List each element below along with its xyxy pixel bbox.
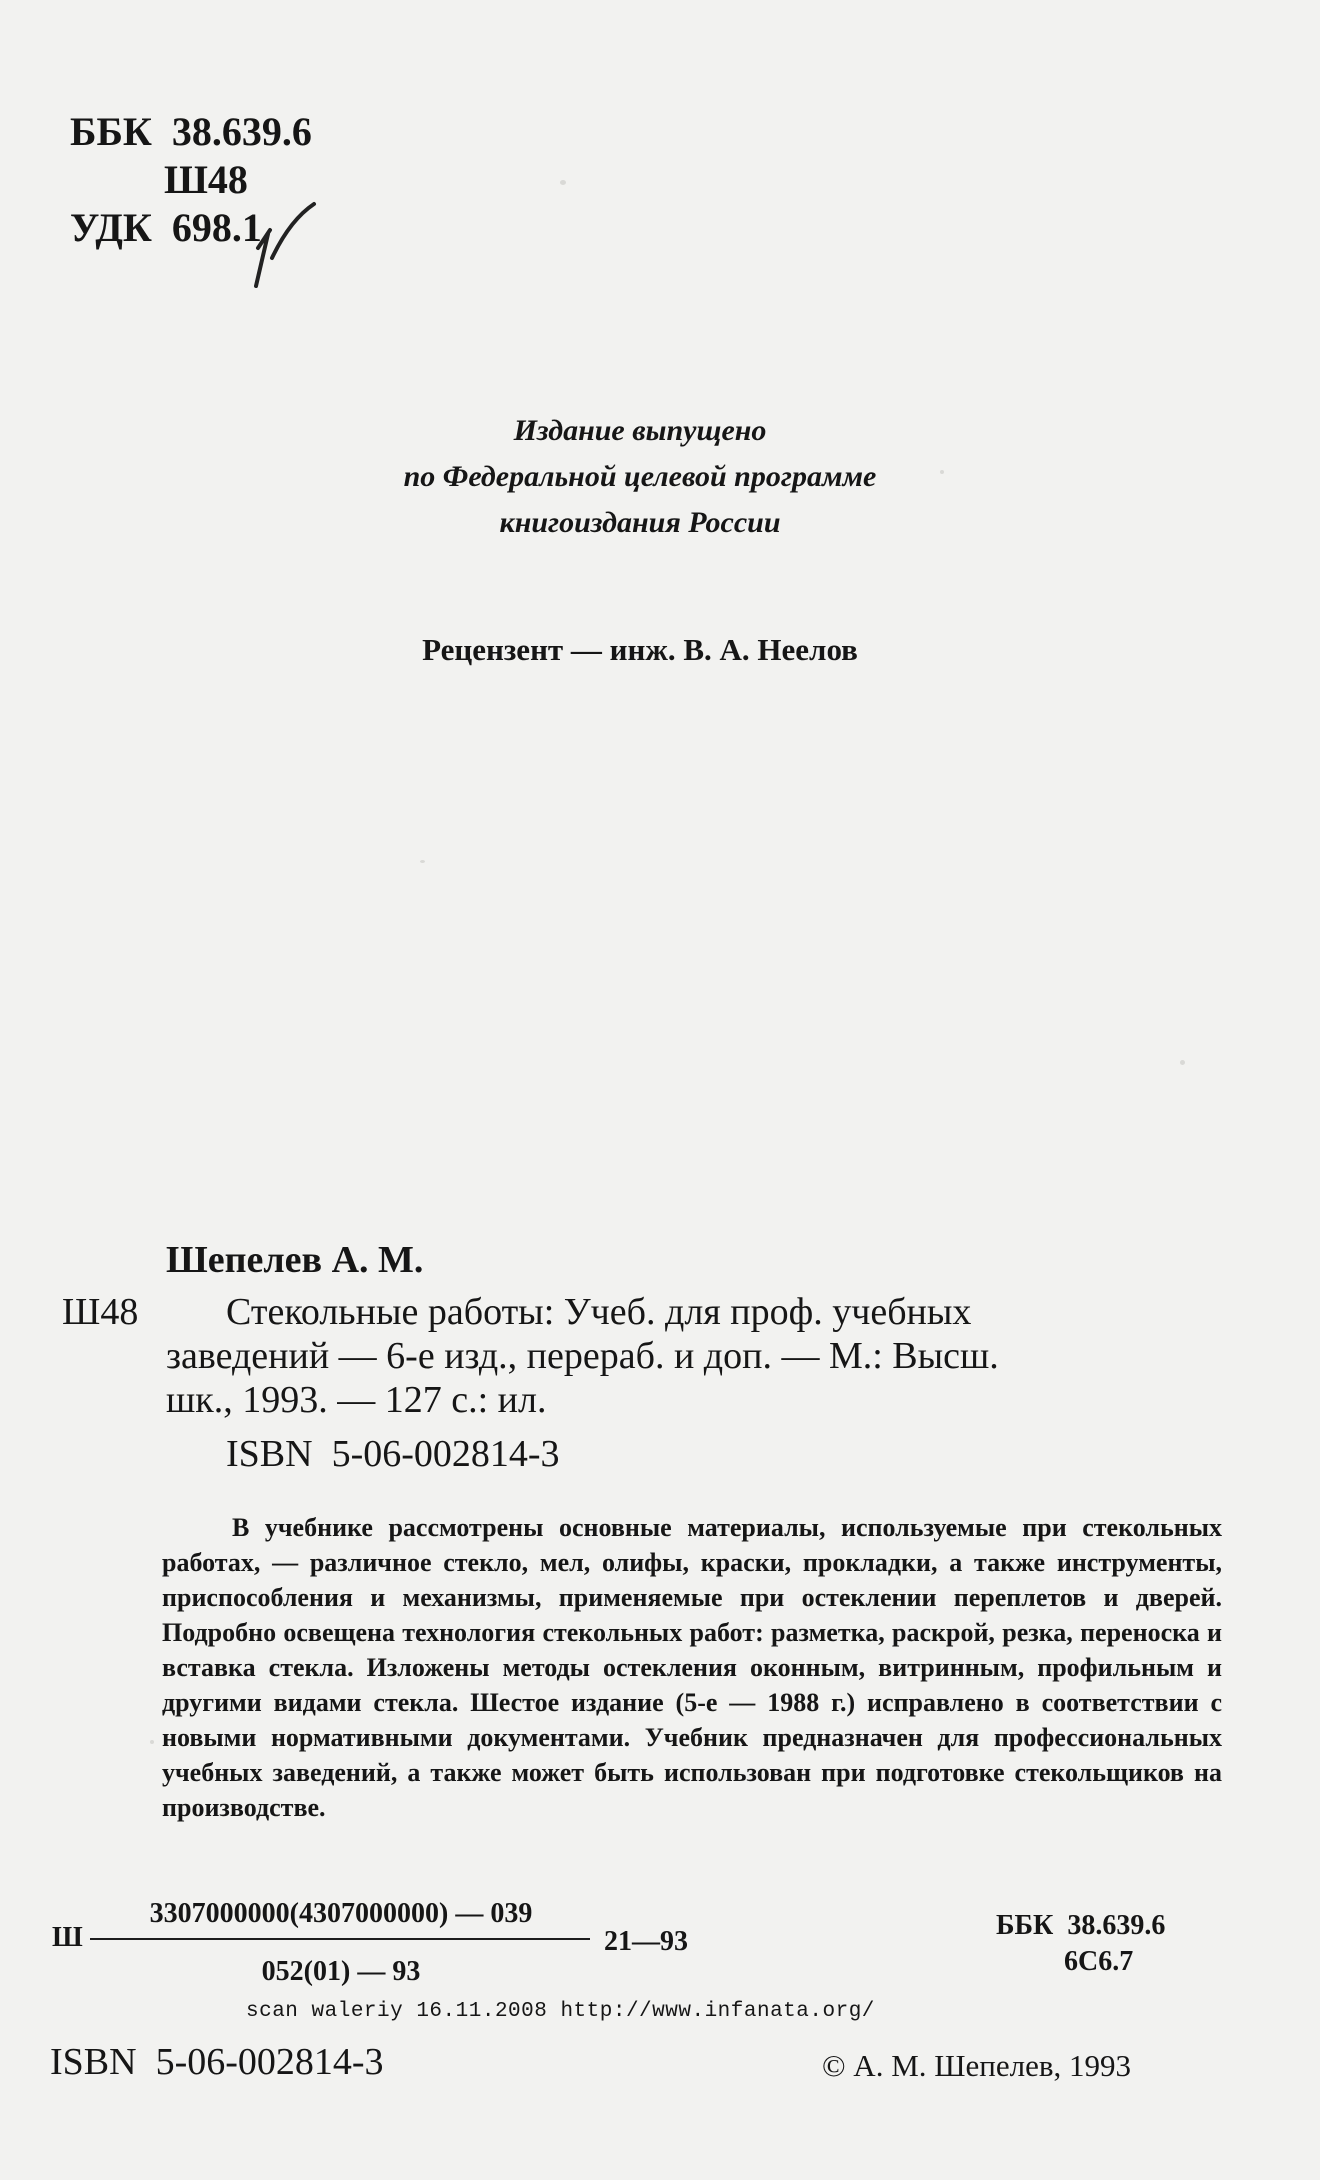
reviewer-line: Рецензент — инж. В. А. Неелов <box>422 632 858 667</box>
copyright-notice: © А. М. Шепелев, 1993 <box>822 2048 1132 2083</box>
publisher-index-denominator: 052(01) — 93 <box>261 1956 421 1987</box>
scan-speck <box>420 860 425 863</box>
scan-credit-note: scan waleriy 16.11.2008 http://www.infanata.org/ <box>246 2000 875 2023</box>
bbk-bottom-block <box>996 1908 1165 1980</box>
catalog-author: Шепелев А. М. <box>166 1239 424 1281</box>
handwritten-check-mark <box>250 200 320 290</box>
federal-note-line: книгоиздания России <box>499 506 781 539</box>
bib-line: шк., 1993. — 127 с.: ил. <box>166 1379 547 1421</box>
bbk-bottom-code: ББК 38.639.6 <box>996 1910 1166 1941</box>
bbk-bottom-subcode: 6С6.7 <box>1064 1946 1134 1977</box>
author-mark: Ш48 <box>164 157 248 202</box>
scan-speck <box>560 180 566 185</box>
publisher-index-order: 21—93 <box>604 1926 688 1957</box>
scan-speck <box>1180 1060 1185 1065</box>
publisher-index-letter: Ш <box>52 1922 83 1953</box>
catalog-bibliographic-entry <box>166 1290 1212 1422</box>
udk-code: УДК 698.1 <box>70 205 262 250</box>
federal-program-note <box>330 408 950 546</box>
bbk-code: ББК 38.639.6 <box>70 109 312 154</box>
publisher-index-numerator: 3307000000(4307000000) — 039 <box>149 1898 533 1929</box>
catalog-isbn: ISBN 5-06-002814-3 <box>226 1433 560 1475</box>
footer-isbn: ISBN 5-06-002814-3 <box>50 2041 384 2083</box>
book-annotation: В учебнике рассмотрены основные материалы, используемые при стекольных работах, — различное стекло, мел, олифы, краски, прокладки, а также инструменты, приспособления и механизмы, применяемые при остеклении переплетов и дверей. Подробно освещена технология стекольных работ: разметка, раскрой, резка, переноска и вставка стекла. Изложены методы остекления оконным, витринным, профильным и другими видами стекла. Шестое издание (5-е — 1988 г.) исправлено в соответствии с новыми нормативными документами. Учебник предназначен для профессиональных учебных заведений, а также может быть использован при подготовке стекольщиков на производстве. <box>162 1513 1222 1822</box>
scan-speck <box>150 1740 154 1744</box>
federal-note-line: по Федеральной целевой программе <box>403 460 877 493</box>
fraction-divider <box>90 1938 590 1940</box>
federal-note-line: Издание выпущено <box>513 414 767 447</box>
catalog-call-number: Ш48 <box>62 1291 139 1333</box>
bib-line: заведений — 6-е изд., перераб. и доп. — М.: Высш. <box>166 1335 999 1377</box>
bib-line: Стекольные работы: Учеб. для проф. учебных <box>226 1291 972 1333</box>
